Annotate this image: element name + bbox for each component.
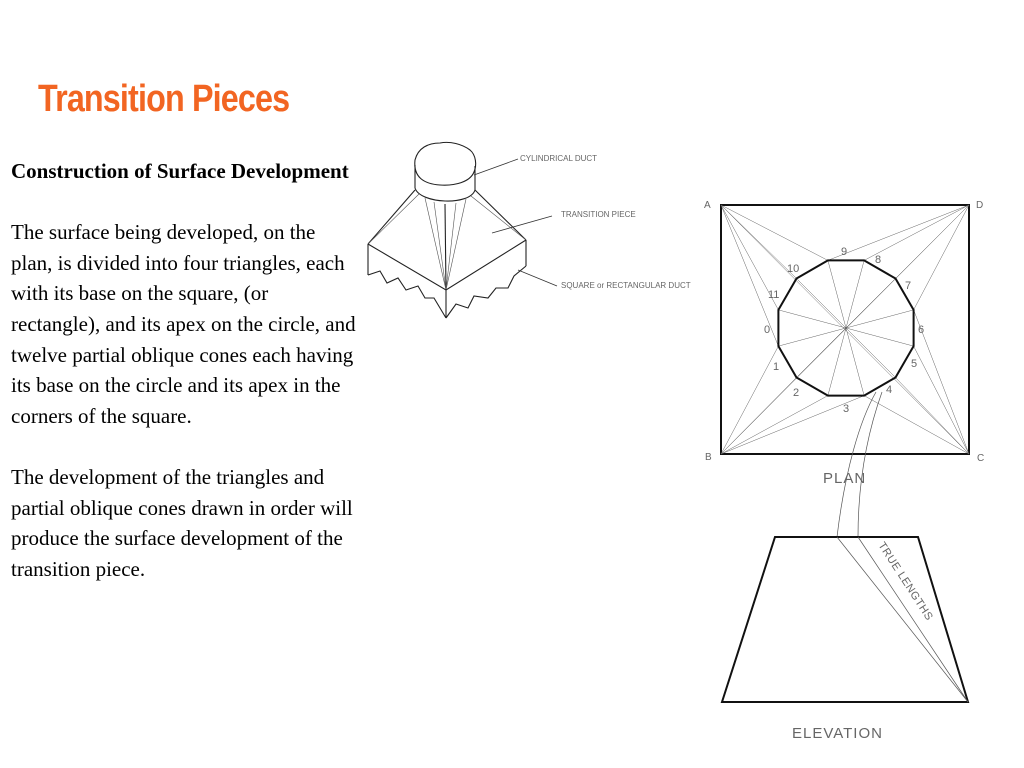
transition-edge-left [368,190,415,244]
plan-point-10: 10 [787,263,800,275]
elevation-label: ELEVATION [792,725,883,742]
plan-point-8: 8 [875,254,882,266]
plan-corner-b: B [705,452,712,463]
square-duct-broken-bottom-left [368,271,446,318]
label-square-duct: SQUARE or RECTANGULAR DUCT [561,281,691,290]
elevation-true-length-1 [837,537,968,702]
plan-corner-d: D [976,200,984,211]
plan-corner-a: A [704,200,711,211]
transition-edge-front [445,204,446,290]
elevation-trapezoid [722,537,968,702]
paragraph-development-order: The development of the triangles and partial oblique cones drawn in order will produce the surface development of the transition piece. [11,464,353,581]
plan-corner-c: C [977,453,985,464]
plan-point-4: 4 [886,384,893,396]
plan-point-3: 3 [843,403,850,415]
plan-point-1: 1 [773,361,780,373]
square-duct-broken-bottom-right [446,266,526,318]
slide-title: Transition Pieces [38,78,290,120]
plan-construction-lines [721,205,969,454]
label-transition-piece: TRANSITION PIECE [561,210,636,219]
plan-point-11: 11 [768,289,780,301]
elevation-true-length-2 [858,537,968,702]
plan-point-7: 7 [905,280,912,292]
plan-point-2: 2 [793,387,800,399]
transition-radial-lines [368,194,526,290]
plan-label: PLAN [823,470,867,487]
label-true-lengths: TRUE LENGTHS [875,540,936,623]
plan-point-0: 0 [764,324,771,336]
cylinder-top-edge [415,142,476,185]
plan-point-5: 5 [911,358,918,370]
label-cylindrical-duct: CYLINDRICAL DUCT [520,154,598,163]
section-heading: Construction of Surface Development [11,159,349,183]
elevation-view [722,537,968,702]
plan-point-6: 6 [918,324,925,336]
plan-point-9: 9 [841,246,848,258]
isometric-leaders [474,159,557,286]
paragraph-plan-division: The surface being developed, on the plan, is divided into four triangles, each with its base on the square, (or rectangle), and its apex on the circle, and twelve partial oblique cones each having its base on the circle and its apex in the corners of the square. [11,220,356,428]
transition-edge-right [475,190,526,240]
